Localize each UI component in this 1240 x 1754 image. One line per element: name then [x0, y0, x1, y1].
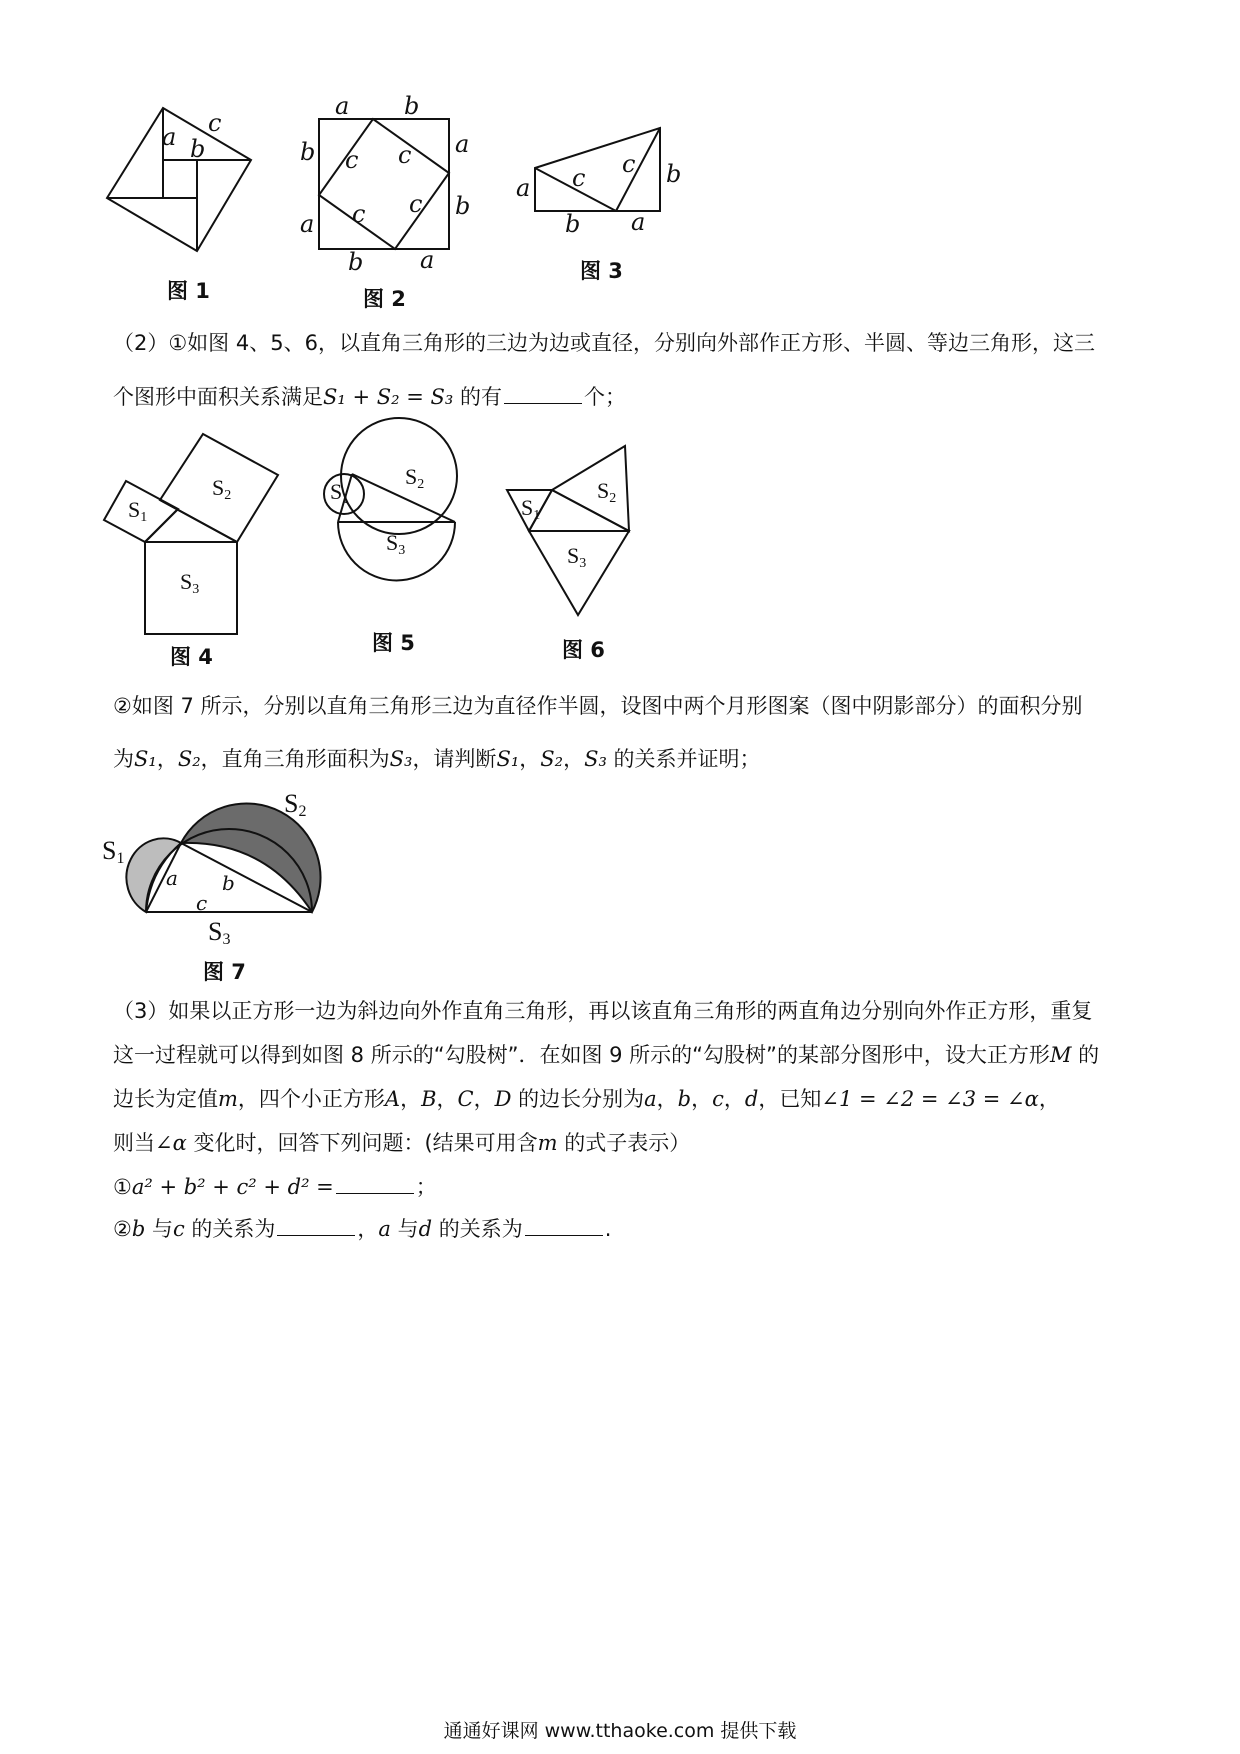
- figure-4-caption: 图 4: [170, 645, 213, 669]
- angles-formula: ∠1 = ∠2 = ∠3 = ∠α: [821, 1087, 1039, 1111]
- text: ，: [519, 747, 541, 771]
- text: ，: [400, 1087, 422, 1111]
- text: 个；: [584, 385, 626, 409]
- fig1-outer-square: [107, 108, 251, 251]
- fig3-trapezoid: [535, 128, 660, 211]
- text: 与: [145, 1217, 173, 1241]
- fig2-label-c: c: [345, 146, 359, 174]
- text: 的式子表示）: [557, 1131, 691, 1155]
- answer-blank: [525, 1234, 603, 1236]
- fig7-label-s3: S3: [208, 917, 231, 948]
- text: 的关系为: [432, 1217, 523, 1241]
- text: 的有: [453, 385, 502, 409]
- fig3-label-a: a: [516, 174, 531, 202]
- figure-3-caption: 图 3: [580, 259, 623, 283]
- fig2-label-c: c: [398, 141, 412, 169]
- answer-blank: [504, 402, 582, 404]
- text: ，: [473, 1087, 495, 1111]
- fig2-outer-square: [319, 119, 449, 249]
- fig7-label-c: c: [196, 891, 208, 915]
- symbol-D: D: [494, 1087, 512, 1111]
- text: 这一过程就可以得到如图 8 所示的“勾股树”．在如图 9 所示的“勾股树”的某部分图形中，设大正方形: [113, 1043, 1050, 1067]
- symbol-m: m: [218, 1087, 238, 1111]
- question-1: [113, 1171, 437, 1201]
- text: 的: [1071, 1043, 1100, 1067]
- fig5-label-s3: S3: [386, 530, 406, 558]
- fig5-label-s1: S1: [330, 479, 350, 507]
- text: 为: [113, 747, 134, 771]
- text: ，已知: [758, 1087, 822, 1111]
- formula: a² + b² + c² + d² =: [131, 1175, 334, 1199]
- text: 的边长分别为: [511, 1087, 645, 1111]
- text: ，: [691, 1087, 713, 1111]
- text: ，: [357, 1217, 379, 1241]
- fig3-label-b: b: [666, 160, 682, 188]
- figure-2-caption: 图 2: [363, 287, 406, 311]
- fig6-right-triangle-edge: [552, 490, 629, 531]
- symbol-c: c: [712, 1087, 724, 1111]
- text: 变化时，回答下列问题：(结果可用含: [186, 1131, 538, 1155]
- fig3-label-c: c: [572, 164, 586, 192]
- symbol-b: b: [131, 1217, 146, 1241]
- fig2-label-b: b: [404, 92, 420, 120]
- figure-7-caption: 图 7: [203, 960, 246, 984]
- part2b-line2: [113, 743, 761, 773]
- symbol-a: a: [378, 1217, 391, 1241]
- symbol-m: m: [537, 1131, 558, 1155]
- fig3-label-c: c: [622, 150, 636, 178]
- fig5-triangle-edge: [352, 474, 455, 522]
- text: .: [604, 1217, 612, 1241]
- text: ①: [113, 1175, 132, 1199]
- symbol-A: A: [384, 1087, 401, 1111]
- answer-blank: [336, 1192, 414, 1194]
- text: ，四个小正方形: [237, 1087, 385, 1111]
- fig2-label-b: b: [348, 248, 364, 276]
- fig2-label-b: b: [300, 138, 316, 166]
- text: 的关系为: [184, 1217, 276, 1241]
- fig7-label-a: a: [166, 866, 178, 890]
- fig7-label-b: b: [222, 871, 235, 895]
- text: 边长为定值: [113, 1087, 218, 1111]
- text: 与: [390, 1217, 419, 1241]
- fig7-label-s1: S1: [102, 836, 125, 867]
- text: ，直角三角形面积为: [200, 747, 390, 771]
- symbol-B: B: [421, 1087, 437, 1111]
- text: ，请判断: [412, 747, 497, 771]
- text: 个图形中面积关系满足: [113, 385, 323, 409]
- text: ；: [415, 1175, 437, 1199]
- text: ，: [563, 747, 585, 771]
- fig2-label-a: a: [335, 92, 350, 120]
- symbol-c: c: [172, 1217, 185, 1241]
- fig4-triangle-edge: [145, 509, 178, 542]
- fig2-label-a: a: [455, 130, 470, 158]
- symbol-alpha: ∠α: [155, 1131, 187, 1155]
- symbol-b: b: [677, 1087, 692, 1111]
- part2-line2: [113, 381, 626, 411]
- fig4-label-s3: S3: [180, 569, 200, 597]
- fig2-inner-square: [319, 119, 449, 249]
- fig1-label-a: a: [162, 123, 177, 151]
- text: ②: [113, 1217, 132, 1241]
- fig6-label-s3: S3: [567, 543, 587, 571]
- question-2: [113, 1213, 611, 1243]
- text: ，: [436, 1087, 458, 1111]
- text: 则当: [113, 1131, 155, 1155]
- text: ，: [156, 747, 178, 771]
- fig6-label-s2: S2: [597, 478, 617, 506]
- page-footer: 通通好课网 www.tthaoke.com 提供下载: [443, 1720, 797, 1742]
- fig5-label-s2: S2: [405, 464, 425, 492]
- fig2-label-c: c: [409, 190, 423, 218]
- symbol-d: d: [744, 1087, 759, 1111]
- symbol-s3: S₃: [389, 747, 413, 771]
- part3-line2: [113, 1039, 1099, 1069]
- figure-6-caption: 图 6: [562, 638, 605, 662]
- part3-line4: [113, 1127, 690, 1157]
- fig2-label-a: a: [420, 246, 435, 274]
- answer-blank: [277, 1234, 355, 1236]
- fig3-label-b: b: [565, 210, 581, 238]
- text: ，: [723, 1087, 745, 1111]
- figure-5-caption: 图 5: [372, 631, 415, 655]
- symbol-C: C: [457, 1087, 474, 1111]
- part3-line3: [113, 1083, 1060, 1113]
- fig2-label-a: a: [300, 210, 315, 238]
- symbol-M: M: [1049, 1043, 1072, 1067]
- fig7-label-s2: S2: [284, 789, 307, 820]
- symbol-s1: S₁: [496, 747, 520, 771]
- symbol-s2: S₂: [540, 747, 564, 771]
- fig4-triangle-edge: [160, 500, 237, 542]
- fig2-label-c: c: [352, 200, 366, 228]
- part2-line1: （2）①如图 4、5、6，以直角三角形的三边为边或直径，分别向外部作正方形、半圆、等边三角形，这三: [113, 331, 1095, 355]
- fig6-triangle-s2: [552, 446, 629, 531]
- text: ，: [656, 1087, 678, 1111]
- fig2-label-b: b: [455, 192, 471, 220]
- symbol-s2: S₂: [177, 747, 201, 771]
- text: ，: [1038, 1087, 1060, 1111]
- symbol-d: d: [418, 1217, 433, 1241]
- formula: S₁ + S₂ = S₃: [323, 385, 454, 409]
- figure-1-caption: 图 1: [167, 279, 210, 303]
- symbol-s1: S₁: [134, 747, 157, 771]
- symbol-s3: S₃: [584, 747, 607, 771]
- fig1-label-b: b: [190, 135, 206, 163]
- fig4-label-s2: S2: [212, 475, 232, 503]
- symbol-a: a: [644, 1087, 657, 1111]
- part2b-line1: ②如图 7 所示，分别以直角三角形三边为直径作半圆，设图中两个月形图案（图中阴影部分）的面积分别: [113, 694, 1083, 718]
- text: 的关系并证明；: [606, 747, 761, 771]
- fig1-label-c: c: [208, 109, 222, 137]
- fig6-label-s1: S1: [521, 495, 541, 523]
- fig4-label-s1: S1: [128, 497, 148, 525]
- fig3-label-a: a: [631, 208, 646, 236]
- part3-line1: （3）如果以正方形一边为斜边向外作直角三角形，再以该直角三角形的两直角边分别向外作正方形，重复: [113, 999, 1093, 1023]
